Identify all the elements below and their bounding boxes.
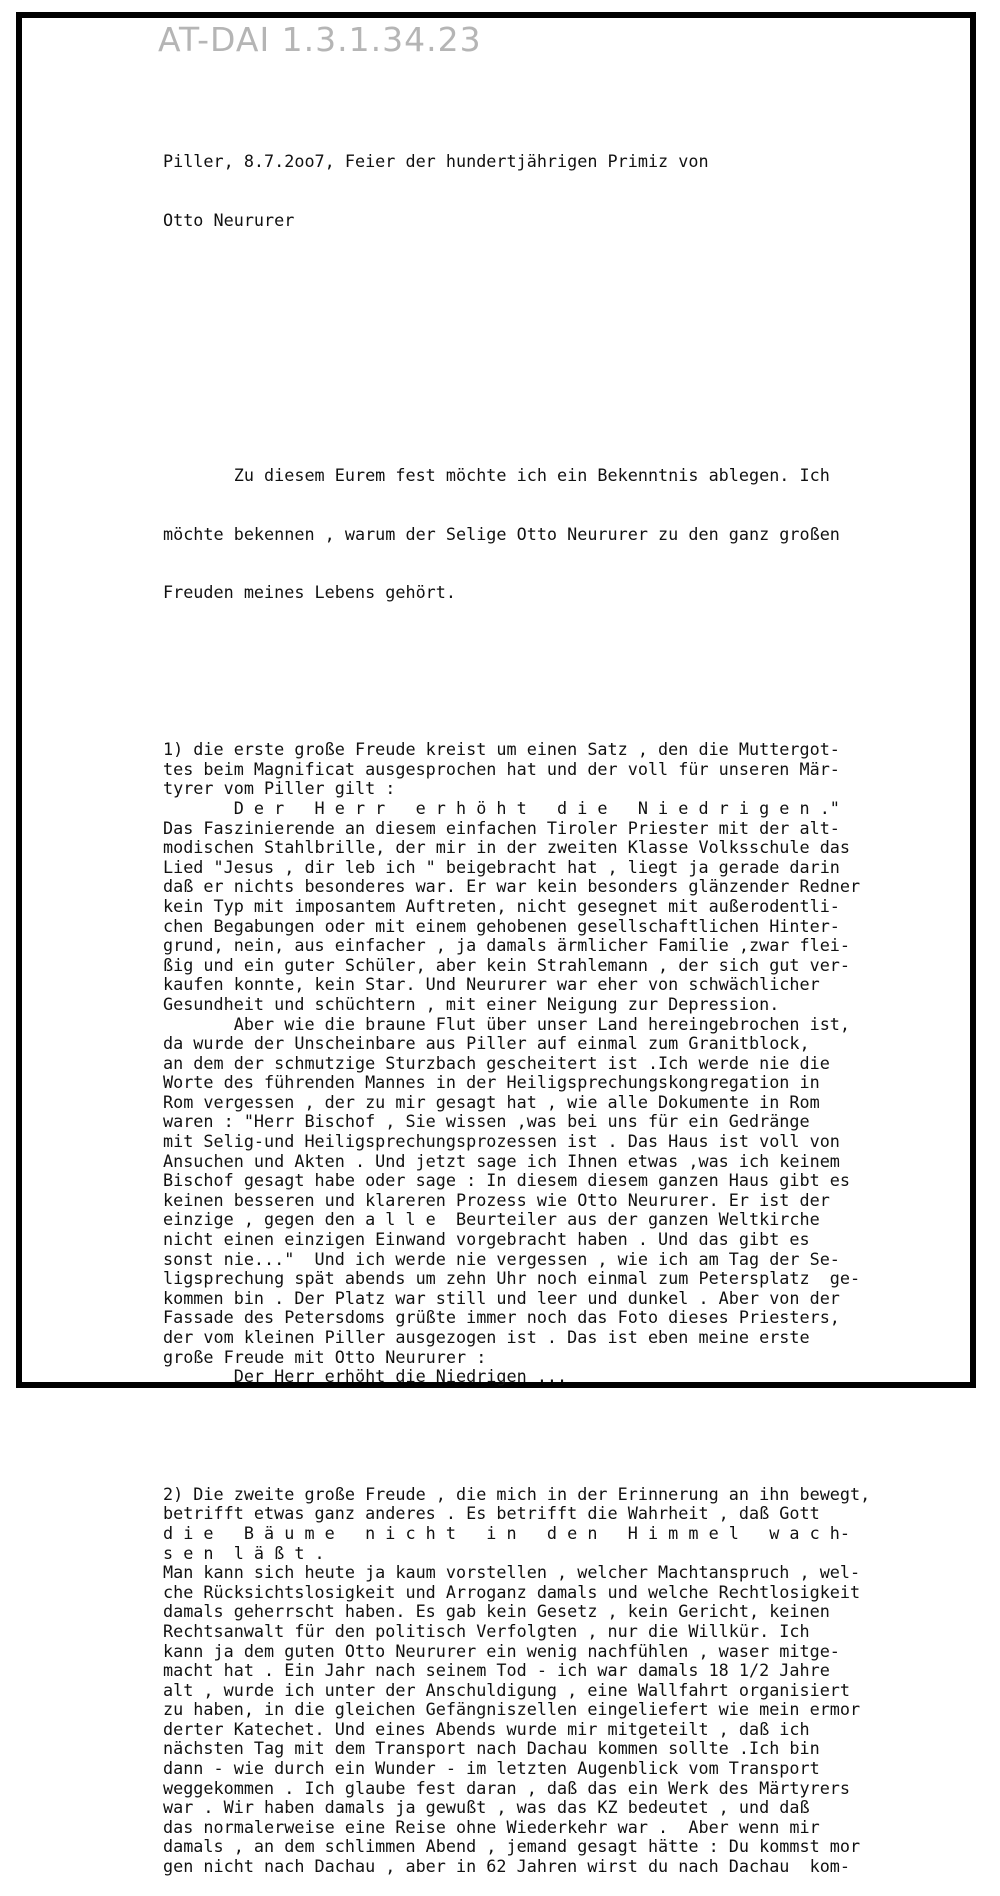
text-line: kann ja dem guten Otto Neururer ein wenig nachfühlen , waser mitge- (163, 1640, 840, 1661)
text-line: macht hat . Ein Jahr nach seinem Tod - ich war damals 18 1/2 Jahre (163, 1660, 830, 1681)
text-line: Rechtsanwalt für den politisch Verfolgten , nur die Willkür. Ich (163, 1620, 810, 1641)
text-line: d i e B ä u m e n i c h t i n d e n H i m m e l w a c h- (163, 1522, 851, 1543)
text-line: Man kann sich heute ja kaum vorstellen , welcher Machtanspruch , wel- (163, 1562, 861, 1583)
text-line: derter Katechet. Und eines Abends wurde mir mitgeteilt , daß ich (163, 1718, 810, 1739)
text-line: mit Selig-und Heiligsprechungsprozessen ist . Das Haus ist voll von (163, 1131, 840, 1152)
intro-paragraph (163, 427, 963, 643)
spacer (163, 309, 963, 329)
text-line: sonst nie..." Und ich werde nie vergessen , wie ich am Tag der Se- (163, 1248, 840, 1269)
text-line: chen Begabungen oder mit einem gehobenen gesellschaftlichen Hinter- (163, 915, 840, 936)
text-line: modischen Stahlbrille, der mir in der zweiten Klasse Volksschule das (163, 837, 851, 858)
text-line: kommen bin . Der Platz war still und leer und dunkel . Aber von der (163, 1287, 840, 1308)
text-line: gen nicht nach Dachau , aber in 62 Jahren wirst du nach Dachau kom- (163, 1856, 851, 1877)
letter-body (163, 74, 963, 1896)
text-line: war . Wir haben damals ja gewußt , was das KZ bedeutet , und daß (163, 1797, 810, 1818)
text-line: che Rücksichtslosigkeit und Arroganz damals und welche Rechtlosigkeit (163, 1581, 861, 1602)
text-line: Bischof gesagt habe oder sage : In diesem diesem ganzen Haus gibt es (163, 1170, 851, 1191)
text-line: nächsten Tag mit dem Transport nach Dachau kommen sollte .Ich bin (163, 1738, 820, 1759)
text-line: zu haben, in die gleichen Gefängniszellen eingeliefert wie mein ermor (163, 1699, 861, 1720)
text-line: große Freude mit Otto Neururer : (163, 1346, 487, 1367)
text-line: Gesundheit und schüchtern , mit einer Neigung zur Depression. (163, 993, 780, 1014)
text-line: Fassade des Petersdoms grüßte immer noch das Foto dieses Priesters, (163, 1307, 840, 1328)
text-line: der vom kleinen Piller ausgezogen ist . Das ist eben meine erste (163, 1327, 810, 1347)
text-line: betrifft etwas ganz anderes . Es betrifft die Wahrheit , daß Gott (163, 1503, 820, 1524)
text-line: das normalerweise eine Reise ohne Wiederkehr war . Aber wenn mir (163, 1816, 820, 1837)
heading-line: Piller, 8.7.2oo7, Feier der hundertjährigen Primiz von (163, 151, 709, 172)
text-line: Worte des führenden Mannes in der Heiligsprechungskongregation in (163, 1072, 820, 1093)
text-line: damals geherrscht haben. Es gab kein Gesetz , kein Gericht, keinen (163, 1601, 830, 1622)
text-line: Der Herr erhöht die Niedrigen ... (163, 1366, 568, 1387)
text-line: ligsprechung spät abends um zehn Uhr noch einmal zum Petersplatz ge- (163, 1268, 861, 1289)
archive-stamp: AT-DAI 1.3.1.34.23 (158, 20, 482, 59)
text-line: an dem der schmutzige Sturzbach gescheitert ist .Ich werde nie die (163, 1052, 830, 1073)
text-line: kaufen konnte, kein Star. Und Neururer war eher von schwächlicher (163, 974, 820, 995)
text-line: Zu diesem Eurem fest möchte ich ein Bekenntnis ablegen. Ich (163, 464, 830, 485)
text-line: Rom vergessen , der zu mir gesagt hat , wie alle Dokumente in Rom (163, 1091, 820, 1112)
text-line: kein Typ mit imposantem Auftreten, nicht gesegnet mit außerodentli- (163, 895, 840, 916)
text-line: möchte bekennen , warum der Selige Otto Neururer zu den ganz großen (163, 523, 840, 544)
text-line: grund, nein, aus einfacher , ja damals ärmlicher Familie ,zwar flei- (163, 935, 851, 956)
text-line: tes beim Magnificat ausgesprochen hat und der voll für unseren Mär- (163, 758, 840, 779)
text-line: Das Faszinierende an diesem einfachen Tiroler Priester mit der alt- (163, 817, 840, 838)
text-line: damals , an dem schlimmen Abend , jemand gesagt hätte : Du kommst mor (163, 1836, 861, 1857)
text-line: weggekommen . Ich glaube fest daran , daß das ein Werk des Märtyrers (163, 1777, 851, 1798)
heading-line: Otto Neururer (163, 210, 295, 231)
text-line: Aber wie die braune Flut über unser Land hereingebrochen ist, (163, 1013, 851, 1034)
section-one (163, 740, 963, 1387)
text-line: daß er nichts besonderes war. Er war kein besonders glänzender Redner (163, 876, 861, 897)
text-line: Ansuchen und Akten . Und jetzt sage ich Ihnen etwas ,was ich keinem (163, 1150, 840, 1171)
section-two (163, 1485, 963, 1877)
text-line: Freuden meines Lebens gehört. (163, 582, 456, 603)
text-line: alt , wurde ich unter der Anschuldigung , eine Wallfahrt organisiert (163, 1679, 851, 1700)
text-line: da wurde der Unscheinbare aus Piller auf einmal zum Granitblock, (163, 1033, 810, 1054)
spacer (163, 368, 963, 388)
text-line: keinen besseren und klareren Prozess wie Otto Neururer. Er ist der (163, 1189, 830, 1210)
text-line: D e r H e r r e r h ö h t d i e N i e d r i g e n ." (163, 797, 840, 818)
text-line: dann - wie durch ein Wunder - im letzten Augenblick vom Transport (163, 1758, 820, 1779)
text-line: s e n l ä ß t . (163, 1542, 325, 1563)
text-line: tyrer vom Piller gilt : (163, 778, 396, 799)
text-line: 2) Die zweite große Freude , die mich in der Erinnerung an ihn bewegt, (163, 1483, 871, 1504)
text-line: waren : "Herr Bischof , Sie wissen ,was bei uns für ein Gedränge (163, 1111, 810, 1132)
text-line: Lied "Jesus , dir leb ich " beigebracht hat , liegt ja gerade darin (163, 856, 840, 877)
text-line: 1) die erste große Freude kreist um einen Satz , den die Muttergot- (163, 739, 840, 760)
spacer (163, 1426, 963, 1446)
heading (163, 113, 963, 270)
text-line: ßig und ein guter Schüler, aber kein Strahlemann , der sich gut ver- (163, 954, 851, 975)
text-line: nicht einen einzigen Einwand vorgebracht haben . Und das gibt es (163, 1229, 810, 1250)
spacer (163, 681, 963, 701)
text-line: einzige , gegen den a l l e Beurteiler aus der ganzen Weltkirche (163, 1209, 820, 1230)
